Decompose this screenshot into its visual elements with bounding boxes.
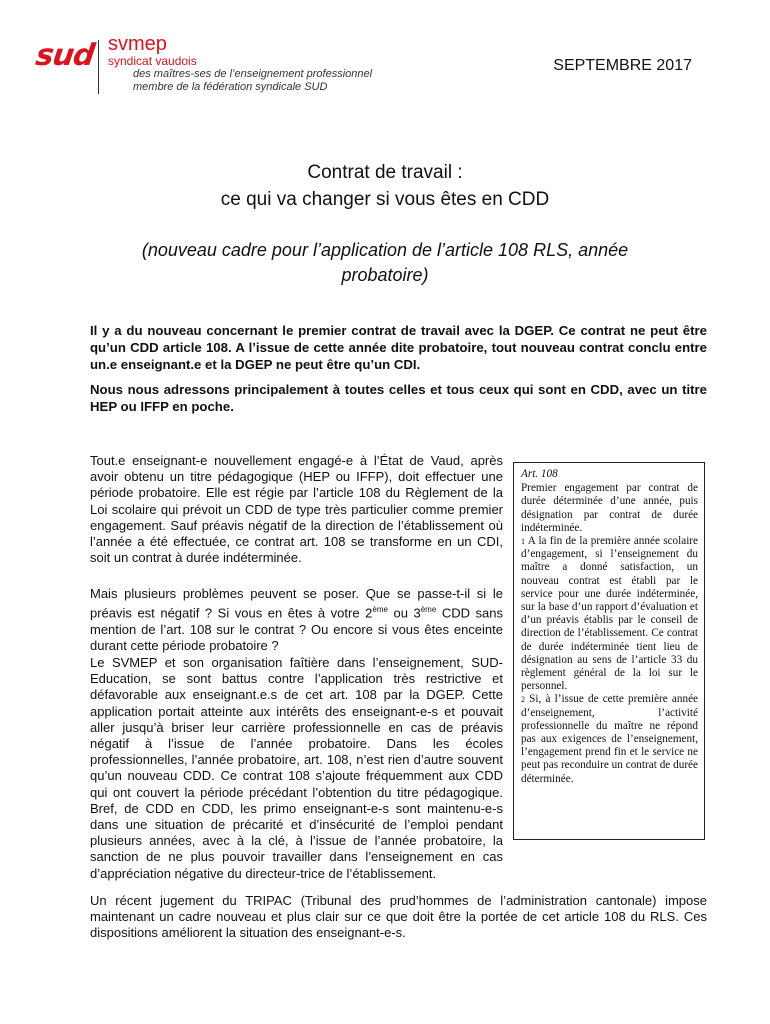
clause-text-2: Si, à l’issue de cette première année d’enseignement, l’activité professionnelle du maître ne répond pas aux exigences de l’enseignement, l’engagement prend fin et le service ne peut pas reconduire un contrat de durée déterminée. — [521, 693, 698, 785]
article-108-box — [513, 462, 705, 840]
body-paragraph-2-part-c: CDD sans mention de l’art. 108 sur le contrat ? Ou encore si vous êtes enceinte durant cette période probatoire ? — [90, 605, 503, 653]
clause-number-2: 2 — [521, 695, 525, 705]
body-paragraph-4: Un récent jugement du TRIPAC (Tribunal des prud’hommes de l’administration cantonale) impose maintenant un cadre nouveau et plus clair sur ce que doit être la portée de cet article 108 du RLS. Ces dispositions améliorent la situation des enseignant-e-s. — [90, 893, 707, 941]
page-subtitle: (nouveau cadre pour l’application de l’article 108 RLS, année probatoire) — [141, 240, 629, 285]
org-tagline-1: des maîtres-ses de l’enseignement professionnel — [133, 68, 373, 80]
body-paragraph-2 — [90, 586, 503, 654]
body-paragraph-3-text: Le SVMEP et son organisation faîtière dans l’enseignement, SUD-Education, se sont battus contre l’application très restrictive et défavorable aux enseignant.e.s de cet art. 108 par la DGEP. Cette application portait atteinte aux intérêts des enseignant-e-s et pouvait aller jusqu’à briser leur carrière professionnelle en cas de préavis négatif à l’issue de l’année probatoire. Dans les écoles professionnelles, l’année probatoire, art. 108, n’est rien d’autre souvent qu’un nouveau CDD. Ce contrat 108 s’ajoute fréquemment aux CDD qui ont couvert la période précédant l’obtention du titre pédagogique. Bref, de CDD en CDD, les primo enseignant-e-s sont maintenu-e-s dans une situation de précarité et d’insécurité de l’emploi pendant plusieurs années, avec à la clé, à l’issue de l’année probatoire, la sanction de ne — [90, 655, 503, 865]
body-paragraph-3-continuation: plus pouvoir travailler dans l’enseignement en cas d’appréciation négative du directeur-trice de l’établissement. — [90, 849, 503, 881]
document-date: SEPTEMBRE 2017 — [553, 57, 692, 74]
body-paragraph-3 — [90, 655, 503, 882]
article-title: Art. 108 — [521, 468, 558, 480]
article-clause-2 — [521, 693, 698, 785]
page-title-line-1: Contrat de travail : — [307, 162, 463, 183]
clause-number-1: 1 — [521, 537, 525, 547]
body-paragraph-2-part-b: ou 3 — [387, 605, 421, 621]
sud-logo: sud — [33, 38, 97, 73]
intro-paragraph-2: Nous nous adressons principalement à toutes celles et tous ceux qui sont en CDD, avec un titre HEP ou IFFP en poche. — [90, 382, 707, 414]
body-paragraph-1: Tout.e enseignant-e nouvellement engagé-e à l’État de Vaud, après avoir obtenu un titre pédagogique (HEP ou IFFP), doit effectuer une période probatoire. Elle est régie par l’article 108 du Règlement de la Loi scolaire qui prévoit un CDD de type très particulier comme premier engagement. Sauf préavis négatif de la direction de l’établissement où l’année a été effectuée, ce contrat art. 108 se transforme en un CDI, soit un contrat à durée indéterminée. — [90, 453, 503, 566]
body-paragraph-2-part-a: Mais plusieurs problèmes peuvent se poser. Que se passe-t-il si le préavis est négatif ? Si vous en êtes à votre 2 — [90, 586, 503, 621]
org-name: svmep — [108, 33, 167, 55]
article-intro: Premier engagement par contrat de durée déterminée d’une année, puis désignation par contrat de durée indéterminée. — [521, 482, 698, 534]
logo-divider — [98, 40, 99, 94]
superscript-eme: ème — [420, 605, 437, 615]
org-subtitle: syndicat vaudois — [108, 54, 197, 68]
org-tagline-2: membre de la fédération syndicale SUD — [133, 81, 328, 93]
superscript-eme: ème — [372, 605, 388, 615]
clause-text-1: A la fin de la première année scolaire d’engagement, si l’enseignement du maître a donné satisfaction, un nouveau contrat est établi par le service pour une durée indéterminée, sur la base d’un rapport d’évaluation et d’un préavis établis par le conseil de direction de l’établissement. Ce contrat de durée indéterminée tient lieu de désignation au sens de l’article 33 du règlement général de la loi sur le personnel. — [521, 535, 698, 693]
intro-paragraph-1: Il y a du nouveau concernant le premier contrat de travail avec la DGEP. Ce contrat ne peut être qu’un CDD article 108. A l’issue de cette année dite probatoire, tout nouveau contrat conclu entre un.e enseignant.e et la DGEP ne peut être qu’un CDI. — [90, 323, 707, 372]
article-clause-1 — [521, 535, 698, 693]
page-title-line-2: ce qui va changer si vous êtes en CDD — [220, 189, 550, 210]
